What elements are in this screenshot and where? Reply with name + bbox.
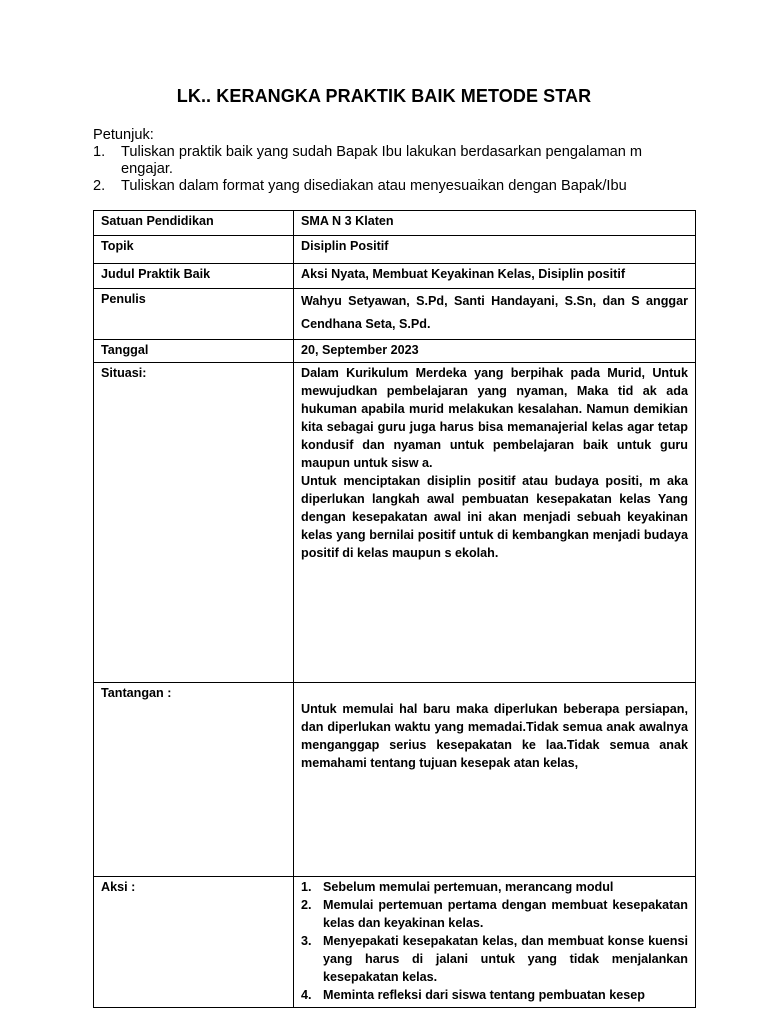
table-row [94,264,696,289]
table-row [94,877,696,1008]
aksi-text: Meminta refleksi dari siswa tentang pembuatan kesep [323,988,645,1002]
label-satuan-pendidikan: Satuan Pendidikan [94,211,294,236]
value-satuan-pendidikan: SMA N 3 Klaten [294,211,696,236]
instructions-heading: Petunjuk: [93,127,154,143]
table-row [94,236,696,264]
document-title: LK.. KERANGKA PRAKTIK BAIK METODE STAR [176,86,592,106]
instruction-text: Tuliskan praktik baik yang sudah Bapak Ibu lakukan berdasarkan pengalaman m engajar. [121,144,643,177]
label-tanggal: Tanggal [94,340,294,363]
instructions [93,127,693,195]
instruction-text: Tuliskan dalam format yang disediakan atau menyesuaikan dengan Bapak/Ibu [121,178,627,194]
value-topik: Disiplin Positif [294,236,696,264]
situasi-paragraph: Dalam Kurikulum Merdeka yang berpihak pada Murid, Untuk mewujudkan pembelajaran yang nyaman, Maka tid ak ada hukuman apabila murid melakukan kesalahan. Namun demikian kita sebagai guru juga harus bisa memanajerial kelas agar tetap kondusif dan nyaman untuk pembelajaran baik untuk guru maupun untuk sisw a. [301,366,688,470]
practice-framework-table [93,210,696,1008]
label-situasi: Situasi: [94,363,294,683]
list-item [301,896,688,932]
situasi-paragraph: Untuk menciptakan disiplin positif atau budaya positi, m aka diperlukan langkah awal pembuatan kesepakatan kelas Yang dengan kesepakatan awal ini akan menjadi sebuah keyakinan kelas yang bernilai positif untuk di kembangkan menjadi budaya positif di kelas maupun s ekolah. [301,474,688,560]
value-judul-praktik-baik: Aksi Nyata, Membuat Keyakinan Kelas, Disiplin positif [294,264,696,289]
instruction-item [93,178,693,195]
aksi-text: Sebelum memulai pertemuan, merancang modul [323,880,614,894]
aksi-list [301,878,688,1004]
label-judul-praktik-baik: Judul Praktik Baik [94,264,294,289]
instruction-number: 1. [93,144,106,160]
instruction-number: 2. [93,178,106,194]
label-aksi: Aksi : [94,877,294,1008]
aksi-number: 4. [301,988,312,1002]
aksi-number: 3. [301,934,312,948]
value-situasi [294,363,696,683]
table-row [94,211,696,236]
aksi-text: Memulai pertemuan pertama dengan membuat kesepakatan kelas dan keyakinan kelas. [323,898,688,930]
label-tantangan: Tantangan : [94,683,294,877]
list-item [301,986,688,1004]
table-row [94,289,696,340]
list-item [301,932,688,986]
aksi-text: Menyepakati kesepakatan kelas, dan membuat konse kuensi yang harus di jalani untuk yang tidak menjalankan kesepakatan kelas. [323,934,688,984]
value-tanggal: 20, September 2023 [294,340,696,363]
table-row [94,363,696,683]
table-row [94,340,696,363]
table-row [94,683,696,877]
value-aksi [294,877,696,1008]
value-penulis: Wahyu Setyawan, S.Pd, Santi Handayani, S.Sn, dan S anggar Cendhana Seta, S.Pd. [294,289,696,340]
value-tantangan: Untuk memulai hal baru maka diperlukan beberapa persiapan, dan diperlukan waktu yang memadai.Tidak semua anak awalnya menganggap serius kesepakatan ke laa.Tidak semua anak memahami tentang tujuan kesepak atan kelas, [294,683,696,877]
aksi-number: 2. [301,898,312,912]
instruction-item [93,144,693,178]
list-item [301,878,688,896]
aksi-number: 1. [301,880,312,894]
label-penulis: Penulis [94,289,294,340]
label-topik: Topik [94,236,294,264]
